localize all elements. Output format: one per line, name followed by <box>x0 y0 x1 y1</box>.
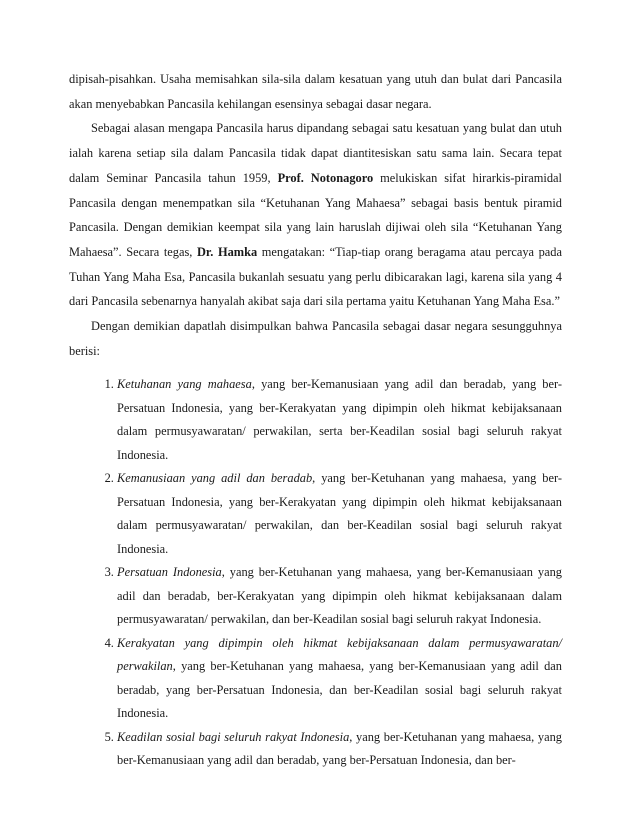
list-item <box>117 561 562 632</box>
sila-description: , yang ber-Kemanusiaan yang adil dan beradab, yang ber-Persatuan Indonesia, yang ber-Kerakyatan yang dipimpin oleh hikmat kebijaksanaan dalam permusyawaratan/ perwakilan, serta ber-Keadilan sosial bagi seluruh rakyat Indonesia. <box>117 377 562 462</box>
sila-description: , yang ber-Ketuhanan yang mahaesa, yang ber-Kemanusiaan yang adil dan beradab, yang ber-Persatuan Indonesia, dan ber- <box>117 729 562 768</box>
paragraph-conclusion <box>69 314 562 363</box>
sila-description: , yang ber-Ketuhanan yang mahaesa, yang ber-Kemanusiaan yang adil dan beradab, yang ber-Persatuan Indonesia, dan ber-Keadilan sosial bagi seluruh rakyat Indonesia. <box>117 659 562 721</box>
paragraph-text: Sebagai alasan mengapa Pancasila harus dipandang sebagai satu kesatuan yang bulat dan utuh ialah karena setiap sila dalam Pancasila tidak dapat diantitesiskan satu sama lain. Secara tepat dalam Seminar Pancasila tahun 1959, <box>69 121 562 185</box>
author-notonagoro: Prof. Notonagoro <box>277 170 374 185</box>
sila-description: , yang ber-Ketuhanan yang mahaesa, yang ber-Kemanusiaan yang adil dan beradab, ber-Kerakyatan yang dipimpin oleh hikmat kebijaksanaan dalam permusyawaratan/ perwakilan, dan ber-Keadilan sosial bagi seluruh rakyat Indonesia. <box>117 565 562 627</box>
paragraph-text: melukiskan sifat hirarkis-piramidal Pancasila dengan menempatkan sila “Ketuhanan Yang Mahaesa” sebagai basis bentuk piramid Pancasila. Dengan demikian keempat sila yang lain haruslah dijiwai oleh sila “Ketuhanan Yang Mahaesa”. Secara tegas, <box>69 170 562 259</box>
sila-name: Kerakyatan yang dipimpin oleh hikmat kebijaksanaan dalam permusyawaratan/ perwakilan <box>117 635 562 674</box>
paragraph-continuation <box>69 67 562 116</box>
list-item <box>117 467 562 561</box>
sila-name: Keadilan sosial bagi seluruh rakyat Indonesia <box>117 729 350 744</box>
paragraph-text: mengatakan: “Tiap-tiap orang beragama atau percaya pada Tuhan Yang Maha Esa, Pancasila bukanlah sesuatu yang perlu dibicarakan lagi, karena sila yang 4 dari Pancasila sebenarnya hanyalah akibat saja dari sila pertama yaitu Ketuhanan Yang Maha Esa.” <box>69 244 562 309</box>
list-item <box>117 632 562 726</box>
sila-description: , yang ber-Ketuhanan yang mahaesa, yang ber-Persatuan Indonesia, yang ber-Kerakyatan yang dipimpin oleh hikmat kebijaksanaan dalam permusyawaratan/ perwakilan, dan ber-Keadilan sosial bagi seluruh rakyat Indonesia. <box>117 471 562 556</box>
sila-list <box>69 373 562 773</box>
paragraph-text: dipisah-pisahkan. Usaha memisahkan sila-sila dalam kesatuan yang utuh dan bulat dari Pancasila akan menyebabkan Pancasila kehilangan esensinya sebagai dasar negara. <box>69 72 562 111</box>
sila-name: Persatuan Indonesia <box>117 565 222 580</box>
document-body <box>69 67 562 773</box>
sila-name: Kemanusiaan yang adil dan beradab <box>117 471 313 486</box>
author-hamka: Dr. Hamka <box>196 244 258 259</box>
list-item <box>117 373 562 467</box>
paragraph-text: Dengan demikian dapatlah disimpulkan bahwa Pancasila sebagai dasar negara sesungguhnya berisi: <box>69 319 562 358</box>
paragraph-hierarchy <box>69 116 562 314</box>
sila-name: Ketuhanan yang mahaesa <box>117 377 252 392</box>
list-item <box>117 726 562 773</box>
